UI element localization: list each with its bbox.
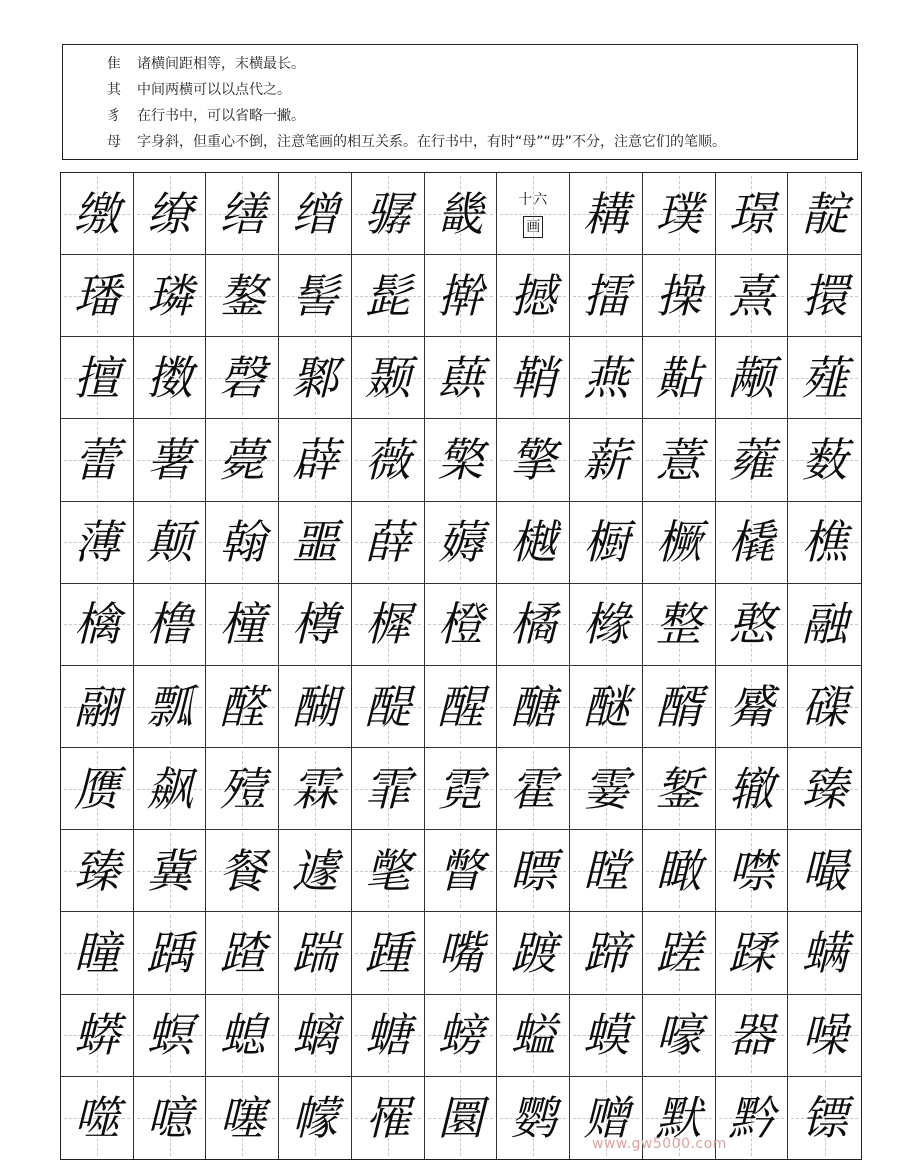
calligraphy-character: 噫 bbox=[146, 1090, 193, 1145]
calligraphy-character: 鞘 bbox=[510, 350, 557, 405]
grid-cell bbox=[279, 1077, 352, 1159]
calligraphy-character: 醣 bbox=[510, 679, 557, 734]
calligraphy-character: 擎 bbox=[510, 433, 557, 488]
calligraphy-character: 螭 bbox=[292, 1008, 339, 1063]
grid-cell bbox=[206, 912, 279, 994]
grid-cell bbox=[425, 830, 498, 912]
calligraphy-character: 薯 bbox=[146, 433, 193, 488]
grid-cell bbox=[570, 173, 643, 255]
calligraphy-grid bbox=[60, 172, 862, 1160]
calligraphy-character: 镖 bbox=[801, 1090, 848, 1145]
watermark: www.gw5000.com bbox=[592, 1136, 727, 1152]
calligraphy-character: 蹉 bbox=[655, 926, 702, 981]
calligraphy-character: 踽 bbox=[146, 926, 193, 981]
calligraphy-character: 霓 bbox=[437, 761, 484, 816]
grid-cell bbox=[570, 255, 643, 337]
grid-cell bbox=[716, 419, 789, 501]
grid-cell bbox=[788, 748, 861, 830]
section-label bbox=[518, 190, 548, 238]
grid-cell bbox=[352, 584, 425, 666]
calligraphy-character: 璞 bbox=[655, 186, 702, 241]
grid-cell bbox=[643, 995, 716, 1077]
grid-cell bbox=[279, 255, 352, 337]
calligraphy-character: 臻 bbox=[801, 761, 848, 816]
calligraphy-character: 醚 bbox=[582, 679, 629, 734]
calligraphy-character: 氅 bbox=[364, 843, 411, 898]
calligraphy-character: 橦 bbox=[219, 597, 266, 652]
calligraphy-character: 擀 bbox=[437, 268, 484, 323]
grid-cell bbox=[643, 912, 716, 994]
calligraphy-character: 踹 bbox=[292, 926, 339, 981]
calligraphy-character: 燕 bbox=[582, 350, 629, 405]
grid-cell bbox=[788, 666, 861, 748]
calligraphy-character: 瞥 bbox=[437, 843, 484, 898]
grid-cell bbox=[497, 830, 570, 912]
note-line bbox=[107, 53, 857, 79]
grid-cell bbox=[643, 502, 716, 584]
calligraphy-character: 檠 bbox=[437, 433, 484, 488]
grid-cell bbox=[206, 1077, 279, 1159]
calligraphy-character: 憨 bbox=[728, 597, 775, 652]
grid-cell bbox=[134, 748, 207, 830]
grid-cell bbox=[425, 912, 498, 994]
calligraphy-character: 蕹 bbox=[728, 433, 775, 488]
grid-cell bbox=[788, 912, 861, 994]
grid-cell bbox=[788, 419, 861, 501]
grid-cell bbox=[643, 337, 716, 419]
grid-cell bbox=[497, 337, 570, 419]
grid-cell bbox=[352, 748, 425, 830]
calligraphy-character: 霍 bbox=[510, 761, 557, 816]
grid-cell bbox=[279, 419, 352, 501]
calligraphy-character: 薨 bbox=[219, 433, 266, 488]
calligraphy-character: 橼 bbox=[582, 597, 629, 652]
note-line bbox=[107, 105, 857, 131]
calligraphy-character: 霖 bbox=[292, 761, 339, 816]
calligraphy-character: 翰 bbox=[219, 515, 266, 570]
calligraphy-character: 橘 bbox=[510, 597, 557, 652]
grid-cell bbox=[134, 255, 207, 337]
grid-cell bbox=[643, 419, 716, 501]
calligraphy-character: 噪 bbox=[801, 1008, 848, 1063]
grid-cell bbox=[61, 584, 134, 666]
grid-cell bbox=[61, 173, 134, 255]
calligraphy-character: 嘴 bbox=[437, 926, 484, 981]
grid-cell bbox=[425, 502, 498, 584]
calligraphy-character: 整 bbox=[655, 597, 702, 652]
grid-cell bbox=[61, 255, 134, 337]
calligraphy-character: 器 bbox=[728, 1008, 775, 1063]
grid-cell bbox=[643, 830, 716, 912]
calligraphy-character: 赠 bbox=[582, 1090, 629, 1145]
calligraphy-character: 薅 bbox=[437, 515, 484, 570]
grid-cell bbox=[61, 666, 134, 748]
grid-cell bbox=[279, 337, 352, 419]
grid-cell bbox=[352, 830, 425, 912]
grid-cell bbox=[425, 584, 498, 666]
grid-cell bbox=[716, 830, 789, 912]
grid-cell bbox=[497, 666, 570, 748]
calligraphy-character: 耩 bbox=[582, 186, 629, 241]
grid-cell bbox=[352, 912, 425, 994]
grid-cell bbox=[279, 830, 352, 912]
calligraphy-character: 缴 bbox=[73, 186, 120, 241]
calligraphy-character: 遽 bbox=[292, 843, 339, 898]
grid-cell bbox=[352, 666, 425, 748]
calligraphy-character: 擐 bbox=[801, 268, 848, 323]
grid-cell bbox=[134, 666, 207, 748]
calligraphy-character: 熹 bbox=[728, 268, 775, 323]
grid-cell bbox=[497, 995, 570, 1077]
calligraphy-character: 赝 bbox=[73, 761, 120, 816]
calligraphy-character: 擂 bbox=[582, 268, 629, 323]
grid-cell bbox=[497, 255, 570, 337]
grid-cell bbox=[716, 666, 789, 748]
calligraphy-character: 橙 bbox=[437, 597, 484, 652]
grid-cell bbox=[716, 502, 789, 584]
calligraphy-character: 操 bbox=[655, 268, 702, 323]
note-radical: 母 bbox=[107, 134, 121, 150]
calligraphy-character: 颠 bbox=[146, 515, 193, 570]
grid-cell bbox=[134, 173, 207, 255]
grid-cell bbox=[206, 584, 279, 666]
grid-cell bbox=[788, 255, 861, 337]
calligraphy-character: 嘬 bbox=[801, 843, 848, 898]
grid-cell bbox=[425, 255, 498, 337]
calligraphy-character: 橱 bbox=[582, 515, 629, 570]
note-radical: 隹 bbox=[107, 56, 121, 72]
grid-cell bbox=[352, 337, 425, 419]
grid-cell bbox=[61, 995, 134, 1077]
grid-cell bbox=[497, 748, 570, 830]
calligraphy-character: 薜 bbox=[292, 433, 339, 488]
calligraphy-character: 螠 bbox=[510, 1008, 557, 1063]
grid-cell bbox=[279, 584, 352, 666]
grid-cell bbox=[134, 337, 207, 419]
grid-cell bbox=[570, 995, 643, 1077]
calligraphy-character: 醛 bbox=[219, 679, 266, 734]
calligraphy-character: 觱 bbox=[728, 679, 775, 734]
calligraphy-character: 骣 bbox=[364, 186, 411, 241]
calligraphy-character: 醐 bbox=[292, 679, 339, 734]
note-text: 字身斜，但重心不倒，注意笔画的相互关系。在行书中，有时“母”“毋”不分，注意它们的笔顺。 bbox=[137, 134, 727, 150]
grid-cell bbox=[716, 584, 789, 666]
calligraphy-character: 橹 bbox=[146, 597, 193, 652]
grid-cell bbox=[570, 912, 643, 994]
grid-cell bbox=[716, 995, 789, 1077]
grid-cell bbox=[425, 666, 498, 748]
calligraphy-character: 錾 bbox=[655, 761, 702, 816]
grid-cell bbox=[134, 502, 207, 584]
note-line bbox=[107, 131, 857, 157]
calligraphy-character: 蕾 bbox=[73, 433, 120, 488]
calligraphy-character: 磬 bbox=[219, 350, 266, 405]
grid-cell bbox=[61, 912, 134, 994]
section-label-stroke-count: 十六 bbox=[518, 191, 549, 208]
calligraphy-character: 蟒 bbox=[73, 1008, 120, 1063]
grid-cell bbox=[61, 502, 134, 584]
calligraphy-character: 噩 bbox=[292, 515, 339, 570]
grid-cell bbox=[643, 748, 716, 830]
calligraphy-character: 檎 bbox=[73, 597, 120, 652]
calligraphy-character: 缯 bbox=[292, 186, 339, 241]
grid-cell bbox=[570, 419, 643, 501]
calligraphy-character: 踵 bbox=[364, 926, 411, 981]
grid-cell bbox=[134, 1077, 207, 1159]
grid-cell bbox=[643, 255, 716, 337]
calligraphy-character: 噤 bbox=[728, 843, 775, 898]
grid-cell bbox=[425, 173, 498, 255]
calligraphy-character: 樨 bbox=[364, 597, 411, 652]
calligraphy-character: 薏 bbox=[655, 433, 702, 488]
calligraphy-character: 黇 bbox=[655, 350, 702, 405]
calligraphy-character: 髭 bbox=[364, 268, 411, 323]
grid-cell bbox=[570, 584, 643, 666]
grid-cell bbox=[206, 502, 279, 584]
calligraphy-character: 螨 bbox=[801, 926, 848, 981]
calligraphy-character: 缮 bbox=[219, 186, 266, 241]
calligraphy-character: 蟆 bbox=[582, 1008, 629, 1063]
grid-cell bbox=[352, 1077, 425, 1159]
calligraphy-character: 冀 bbox=[146, 843, 193, 898]
grid-cell bbox=[788, 173, 861, 255]
note-text: 在行书中，可以省略一撇。 bbox=[137, 108, 305, 124]
calligraphy-character: 嚎 bbox=[655, 1008, 702, 1063]
calligraphy-character: 蹅 bbox=[219, 926, 266, 981]
calligraphy-character: 圜 bbox=[437, 1090, 484, 1145]
grid-cell bbox=[352, 995, 425, 1077]
grid-cell bbox=[279, 173, 352, 255]
calligraphy-character: 醑 bbox=[655, 679, 702, 734]
grid-cell bbox=[425, 748, 498, 830]
calligraphy-character: 霎 bbox=[582, 761, 629, 816]
grid-cell bbox=[61, 419, 134, 501]
note-radical: 豸 bbox=[107, 108, 121, 124]
grid-cell bbox=[716, 912, 789, 994]
grid-cell bbox=[788, 337, 861, 419]
grid-cell bbox=[279, 995, 352, 1077]
grid-cell bbox=[425, 419, 498, 501]
calligraphy-character: 幪 bbox=[292, 1090, 339, 1145]
grid-cell bbox=[570, 748, 643, 830]
grid-cell bbox=[788, 830, 861, 912]
calligraphy-character: 臻 bbox=[73, 843, 120, 898]
calligraphy-character: 瓢 bbox=[146, 679, 193, 734]
grid-cell bbox=[279, 502, 352, 584]
grid-cell bbox=[497, 419, 570, 501]
calligraphy-character: 璠 bbox=[73, 268, 120, 323]
grid-cell bbox=[497, 173, 570, 255]
calligraphy-character: 璟 bbox=[728, 186, 775, 241]
grid-cell bbox=[134, 419, 207, 501]
calligraphy-character: 擞 bbox=[146, 350, 193, 405]
grid-cell bbox=[279, 666, 352, 748]
calligraphy-character: 黔 bbox=[728, 1090, 775, 1145]
grid-cell bbox=[716, 337, 789, 419]
grid-cell bbox=[497, 502, 570, 584]
grid-cell bbox=[497, 584, 570, 666]
grid-cell bbox=[134, 912, 207, 994]
calligraphy-character: 噬 bbox=[73, 1090, 120, 1145]
calligraphy-character: 飙 bbox=[146, 761, 193, 816]
calligraphy-character: 薤 bbox=[801, 350, 848, 405]
calligraphy-character: 殪 bbox=[219, 761, 266, 816]
grid-cell bbox=[716, 748, 789, 830]
grid-cell bbox=[134, 995, 207, 1077]
note-line bbox=[107, 79, 857, 105]
grid-cell bbox=[788, 584, 861, 666]
note-text: 诸横间距相等，末横最长。 bbox=[137, 56, 305, 72]
calligraphy-character: 薄 bbox=[73, 515, 120, 570]
grid-cell bbox=[425, 995, 498, 1077]
grid-cell bbox=[206, 173, 279, 255]
calligraphy-character: 橛 bbox=[655, 515, 702, 570]
grid-cell bbox=[206, 666, 279, 748]
calligraphy-character: 瞳 bbox=[73, 926, 120, 981]
calligraphy-character: 默 bbox=[655, 1090, 702, 1145]
grid-cell bbox=[352, 255, 425, 337]
calligraphy-character: 磲 bbox=[801, 679, 848, 734]
grid-cell bbox=[61, 748, 134, 830]
calligraphy-character: 醒 bbox=[437, 679, 484, 734]
calligraphy-character: 翮 bbox=[73, 679, 120, 734]
grid-cell bbox=[61, 337, 134, 419]
grid-cell bbox=[279, 748, 352, 830]
calligraphy-character: 螟 bbox=[146, 1008, 193, 1063]
calligraphy-character: 霏 bbox=[364, 761, 411, 816]
grid-cell bbox=[352, 173, 425, 255]
grid-cell bbox=[206, 255, 279, 337]
calligraphy-character: 辙 bbox=[728, 761, 775, 816]
grid-cell bbox=[279, 912, 352, 994]
calligraphy-character: 樾 bbox=[510, 515, 557, 570]
grid-cell bbox=[206, 830, 279, 912]
calligraphy-character: 畿 bbox=[437, 186, 484, 241]
calligraphy-character: 醍 bbox=[364, 679, 411, 734]
calligraphy-character: 罹 bbox=[364, 1090, 411, 1145]
calligraphy-character: 薛 bbox=[364, 515, 411, 570]
calligraphy-character: 螅 bbox=[219, 1008, 266, 1063]
grid-cell bbox=[497, 1077, 570, 1159]
calligraphy-character: 擅 bbox=[73, 350, 120, 405]
calligraphy-character: 踱 bbox=[510, 926, 557, 981]
grid-cell bbox=[134, 584, 207, 666]
grid-cell bbox=[61, 830, 134, 912]
calligraphy-character: 蹂 bbox=[728, 926, 775, 981]
grid-cell bbox=[716, 173, 789, 255]
grid-cell bbox=[788, 995, 861, 1077]
calligraphy-character: 蹄 bbox=[582, 926, 629, 981]
grid-cell bbox=[643, 173, 716, 255]
calligraphy-character: 缭 bbox=[146, 186, 193, 241]
calligraphy-character: 撼 bbox=[510, 268, 557, 323]
grid-cell bbox=[61, 1077, 134, 1159]
grid-cell bbox=[497, 912, 570, 994]
calligraphy-character: 颟 bbox=[728, 350, 775, 405]
grid-cell bbox=[206, 419, 279, 501]
grid-cell bbox=[352, 419, 425, 501]
grid-cell bbox=[425, 1077, 498, 1159]
calligraphy-character: 螃 bbox=[437, 1008, 484, 1063]
calligraphy-character: 噻 bbox=[219, 1090, 266, 1145]
calligraphy-character: 螗 bbox=[364, 1008, 411, 1063]
calligraphy-character: 鄹 bbox=[292, 350, 339, 405]
calligraphy-character: 蕻 bbox=[437, 350, 484, 405]
section-label-unit: 画 bbox=[523, 216, 543, 238]
calligraphy-character: 薪 bbox=[582, 433, 629, 488]
calligraphy-character: 樽 bbox=[292, 597, 339, 652]
grid-cell bbox=[570, 502, 643, 584]
calligraphy-character: 瞠 bbox=[582, 843, 629, 898]
calligraphy-character: 薮 bbox=[801, 433, 848, 488]
grid-cell bbox=[425, 337, 498, 419]
grid-cell bbox=[643, 666, 716, 748]
grid-cell bbox=[716, 255, 789, 337]
calligraphy-character: 薇 bbox=[364, 433, 411, 488]
calligraphy-character: 瞰 bbox=[655, 843, 702, 898]
calligraphy-character: 靛 bbox=[801, 186, 848, 241]
notes-box bbox=[62, 44, 858, 160]
grid-cell bbox=[134, 830, 207, 912]
calligraphy-character: 髻 bbox=[292, 268, 339, 323]
grid-cell bbox=[788, 1077, 861, 1159]
calligraphy-character: 颞 bbox=[364, 350, 411, 405]
calligraphy-character: 樵 bbox=[801, 515, 848, 570]
note-text: 中间两横可以以点代之。 bbox=[137, 82, 291, 98]
grid-cell bbox=[206, 995, 279, 1077]
grid-cell bbox=[352, 502, 425, 584]
calligraphy-character: 鹦 bbox=[510, 1090, 557, 1145]
calligraphy-character: 餐 bbox=[219, 843, 266, 898]
calligraphy-character: 鏊 bbox=[219, 268, 266, 323]
grid-cell bbox=[570, 666, 643, 748]
calligraphy-character: 橇 bbox=[728, 515, 775, 570]
grid-cell bbox=[570, 830, 643, 912]
grid-cell bbox=[788, 502, 861, 584]
grid-cell bbox=[206, 337, 279, 419]
calligraphy-character: 璘 bbox=[146, 268, 193, 323]
grid-cell bbox=[206, 748, 279, 830]
calligraphy-character: 瞟 bbox=[510, 843, 557, 898]
grid-cell bbox=[643, 584, 716, 666]
note-radical: 其 bbox=[107, 82, 121, 98]
grid-cell bbox=[570, 337, 643, 419]
calligraphy-character: 融 bbox=[801, 597, 848, 652]
